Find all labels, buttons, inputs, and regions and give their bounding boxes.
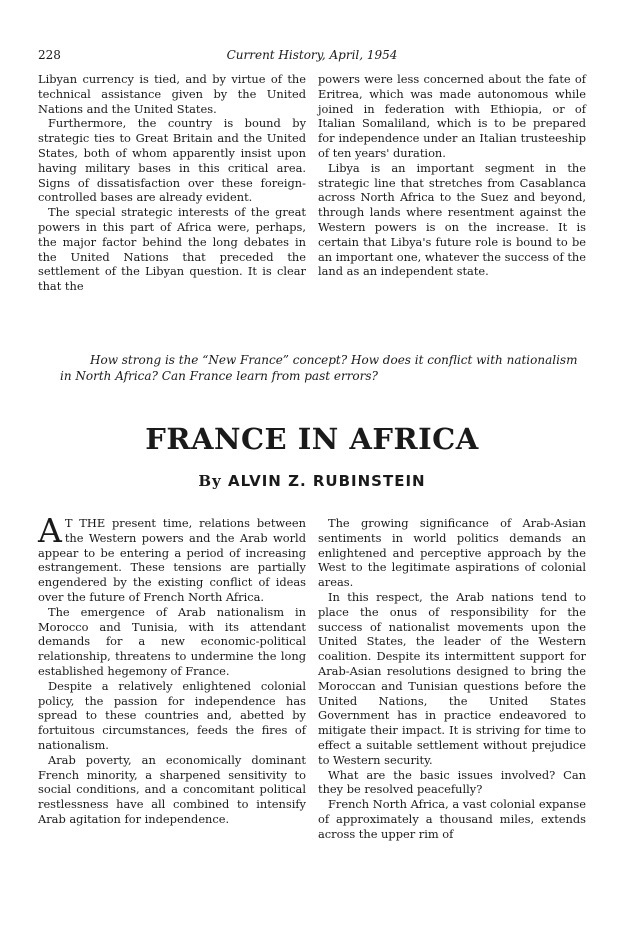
lead-in-caps: T THE [64,516,106,530]
article-byline [0,472,624,490]
prior-article-right-column [318,72,586,279]
author-name: ALVIN Z. RUBINSTEIN [228,472,426,490]
paragraph: The special strategic interests of the great powers in this part of Africa were, perhaps, the major factor behind the long debates in the United Nations that preceded the settlement of the Libyan question. It is clear that the [38,205,306,294]
opening-text: present time, relations between the Western powers and the Arab world appear to be entering a period of increasing estrangement. These tensions are partially engendered by the existing conflict of ideas over the future of French North Africa. [38,516,306,604]
page-number: 228 [38,48,61,62]
paragraph: In this respect, the Arab nations tend to place the onus of responsibility for the success of nationalist movements upon the United States, the leader of the Western coalition. Despite its intermittent support for Arab-Asian resolutions designed to bring the Moroccan and Tunisian questions before the United Nations, the United States Government has in practice endeavored to mitigate their impact. It is striving for time to effect a suitable settlement without prejudice to Western security. [318,589,586,767]
article-title: FRANCE IN AFRICA [145,422,479,456]
paragraph: Furthermore, the country is bound by strategic ties to Great Britain and the United States, both of whom apparently insist upon having military bases in this critical area. Signs of dissatisfaction over these foreign-controlled bases are already evident. [38,116,306,205]
paragraph: The growing significance of Arab-Asian sentiments in world politics demands an enlightened and perceptive approach by the West to the legitimate aspirations of colonial areas. [318,516,586,590]
article-blurb [60,352,580,384]
blurb-text: How strong is the “New France” concept? How does it conflict with nationalism in North Africa? Can France learn from past errors? [60,353,578,383]
prior-article-left-column [38,72,306,294]
article-left-column [38,511,306,827]
paragraph: French North Africa, a vast colonial expanse of approximately a thousand miles, extends across the upper rim of [318,797,586,841]
byline-prefix: By [198,472,222,490]
paragraph: Libya is an important segment in the strategic line that stretches from Casablanca across North Africa to the Suez and beyond, through lands where resentment against the Western powers is on the increase. It is certain that Libya's future role is bound to be an important one, whatever the success of the land as an independent state. [318,160,586,279]
paragraph: Libyan currency is tied, and by virtue of the technical assistance given by the United Nations and the United States. [38,72,306,116]
paragraph: Arab poverty, an economically dominant French minority, a sharpened sensitivity to social conditions, and a concomitant political restlessness have all combined to intensify Arab agitation for independence. [38,752,306,826]
page-header [38,48,586,62]
drop-cap: A [38,511,62,550]
paragraph: powers were less concerned about the fate of Eritrea, which was made autonomous while joined in federation with Ethiopia, or of Italian Somaliland, which is to be prepared for independence under an Italian trusteeship of ten years' duration. [318,72,586,160]
running-head: Current History, April, 1954 [226,48,398,62]
article-right-column [318,516,586,842]
paragraph: The emergence of Arab nationalism in Morocco and Tunisia, with its attendant demands for a new economic-political relationship, threatens to undermine the long established hegemony of France. [38,604,306,678]
paragraph: What are the basic issues involved? Can they be resolved peacefully? [318,767,586,797]
opening-paragraph [38,511,306,605]
paragraph: Despite a relatively enlightened colonial policy, the passion for independence has spread to these countries and, abetted by fortuitous circumstances, feeds the fires of nationalism. [38,678,306,752]
